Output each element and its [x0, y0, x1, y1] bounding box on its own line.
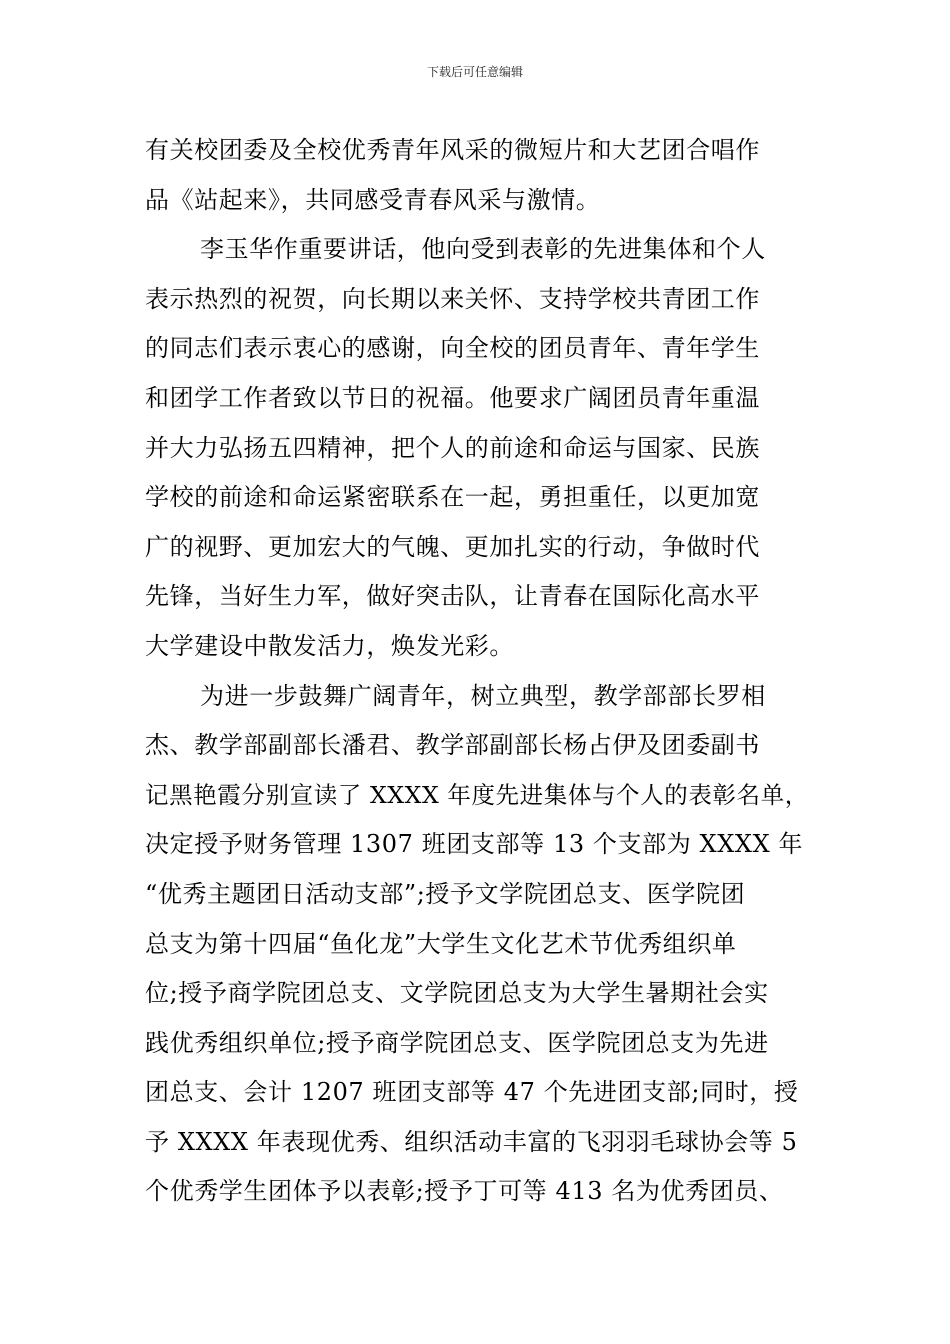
text-line: 予 XXXX 年表现优秀、组织活动丰富的飞羽羽毛球协会等 5 — [145, 1127, 798, 1156]
text-line: 记黑艳霞分别宣读了 XXXX 年度先进集体与个人的表彰名单， — [145, 780, 809, 809]
text-line: 个优秀学生团体予以表彰;授予丁可等 413 名为优秀团员、 — [145, 1177, 784, 1206]
text-line: 先锋，当好生力军，做好突击队，让青春在国际化高水平 — [145, 582, 760, 611]
text-line: 品《站起来》，共同感受青春风采与激情。 — [145, 185, 601, 214]
text-line: 学校的前途和命运紧密联系在一起，勇担重任，以更加宽 — [145, 483, 760, 512]
text-line: 表示热烈的祝贺，向长期以来关怀、支持学校共青团工作 — [145, 284, 760, 313]
text-line: 的同志们表示衷心的感谢，向全校的团员青年、青年学生 — [145, 334, 760, 363]
text-line: 团总支、会计 1207 班团支部等 47 个先进团支部;同时，授 — [145, 1078, 799, 1107]
text-line: 决定授予财务管理 1307 班团支部等 13 个支部为 XXXX 年 — [145, 830, 804, 859]
text-line: 和团学工作者致以节日的祝福。他要求广阔团员青年重温 — [145, 383, 760, 412]
text-line: 践优秀组织单位;授予商学院团总支、医学院团总支为先进 — [145, 1028, 769, 1057]
paragraph-first-line: 为进一步鼓舞广阔青年，树立典型，教学部部长罗相 — [200, 681, 766, 710]
text-line: 广的视野、更加宏大的气魄、更加扎实的行动，争做时代 — [145, 532, 760, 561]
text-line: 总支为第十四届“鱼化龙”大学生文化艺术节优秀组织单 — [145, 929, 737, 958]
body-text — [145, 126, 815, 1217]
text-line: 大学建设中散发活力，焕发光彩。 — [145, 631, 514, 660]
text-line: 并大力弘扬五四精神，把个人的前途和命运与国家、民族 — [145, 433, 760, 462]
text-line: “优秀主题团日活动支部”;授予文学院团总支、医学院团 — [145, 879, 746, 908]
paragraph-first-line: 李玉华作重要讲话，他向受到表彰的先进集体和个人 — [200, 235, 766, 264]
text-line: 位;授予商学院团总支、文学院团总支为大学生暑期社会实 — [145, 979, 769, 1008]
page-header: 下载后可任意编辑 — [426, 65, 523, 79]
text-line: 杰、教学部副部长潘君、教学部副部长杨占伊及团委副书 — [145, 731, 760, 760]
text-line: 有关校团委及全校优秀青年风采的微短片和大艺团合唱作 — [145, 136, 760, 164]
